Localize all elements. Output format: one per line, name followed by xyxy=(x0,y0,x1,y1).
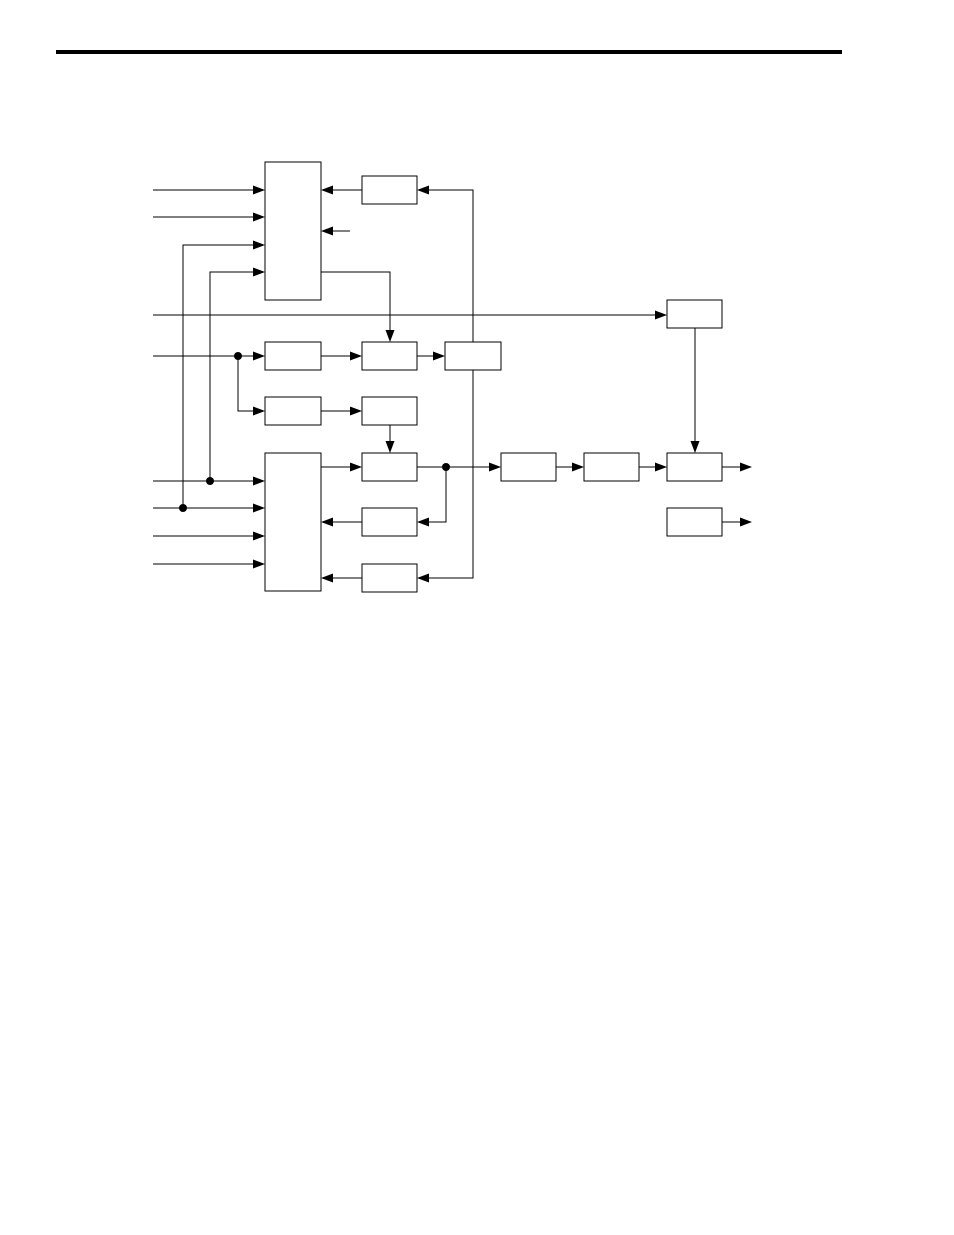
upper-right-block xyxy=(667,300,722,328)
row2-second-block xyxy=(362,342,417,370)
arrowhead-15 xyxy=(350,407,362,416)
arrowhead-2 xyxy=(253,213,265,222)
arrowhead-4 xyxy=(253,268,265,277)
arrowhead-16 xyxy=(386,441,395,453)
wire-feedback-middle xyxy=(420,467,446,522)
arrowhead-7 xyxy=(417,186,429,195)
arrowhead-1 xyxy=(253,186,265,195)
arrowhead-29 xyxy=(740,463,752,472)
junction-dot-4 xyxy=(442,463,450,471)
arrowhead-22 xyxy=(489,463,501,472)
top-multiplexer xyxy=(265,162,321,300)
arrowhead-30 xyxy=(740,518,752,527)
arrowhead-6 xyxy=(321,227,333,236)
wire-top-input-4 xyxy=(210,272,262,481)
arrowhead-19 xyxy=(253,532,265,541)
output-block-upper xyxy=(667,453,722,481)
wire-top-mux-output xyxy=(321,272,390,339)
arrowhead-25 xyxy=(417,518,429,527)
arrowhead-26 xyxy=(321,518,333,527)
row2-third-block xyxy=(445,342,501,370)
connection-wires xyxy=(153,190,742,578)
arrowhead-17 xyxy=(253,477,265,486)
arrowhead-18 xyxy=(253,504,265,513)
wire-feedback-loop-up xyxy=(420,190,473,342)
arrowhead-13 xyxy=(433,352,445,361)
main-path-first-block xyxy=(362,453,417,481)
arrowhead-20 xyxy=(253,560,265,569)
wire-row2-branch xyxy=(238,356,262,411)
arrowhead-12 xyxy=(350,352,362,361)
arrowhead-11 xyxy=(253,352,265,361)
output-block-lower xyxy=(667,508,722,536)
wire-top-input-3 xyxy=(183,245,262,508)
arrowhead-5 xyxy=(321,186,333,195)
diagram-blocks xyxy=(265,162,722,592)
junction-dot-1 xyxy=(234,352,242,360)
main-path-second-block xyxy=(501,453,556,481)
feedback-block-middle xyxy=(362,508,417,536)
arrowhead-8 xyxy=(386,330,395,342)
row3-first-block xyxy=(265,397,321,425)
arrowhead-14 xyxy=(253,407,265,416)
top-feedback-block xyxy=(362,176,417,204)
arrowhead-9 xyxy=(655,311,667,320)
row3-second-block xyxy=(362,397,417,425)
arrowhead-27 xyxy=(417,574,429,583)
arrowhead-24 xyxy=(655,463,667,472)
junction-dot-2 xyxy=(206,477,214,485)
feedback-block-bottom xyxy=(362,564,417,592)
arrowhead-28 xyxy=(321,574,333,583)
bottom-multiplexer xyxy=(265,453,321,591)
arrowhead-21 xyxy=(350,463,362,472)
junction-dot-3 xyxy=(179,504,187,512)
arrowhead-10 xyxy=(691,441,700,453)
row2-first-block xyxy=(265,342,321,370)
arrowhead-3 xyxy=(253,241,265,250)
arrowhead-23 xyxy=(572,463,584,472)
main-path-third-block xyxy=(584,453,639,481)
